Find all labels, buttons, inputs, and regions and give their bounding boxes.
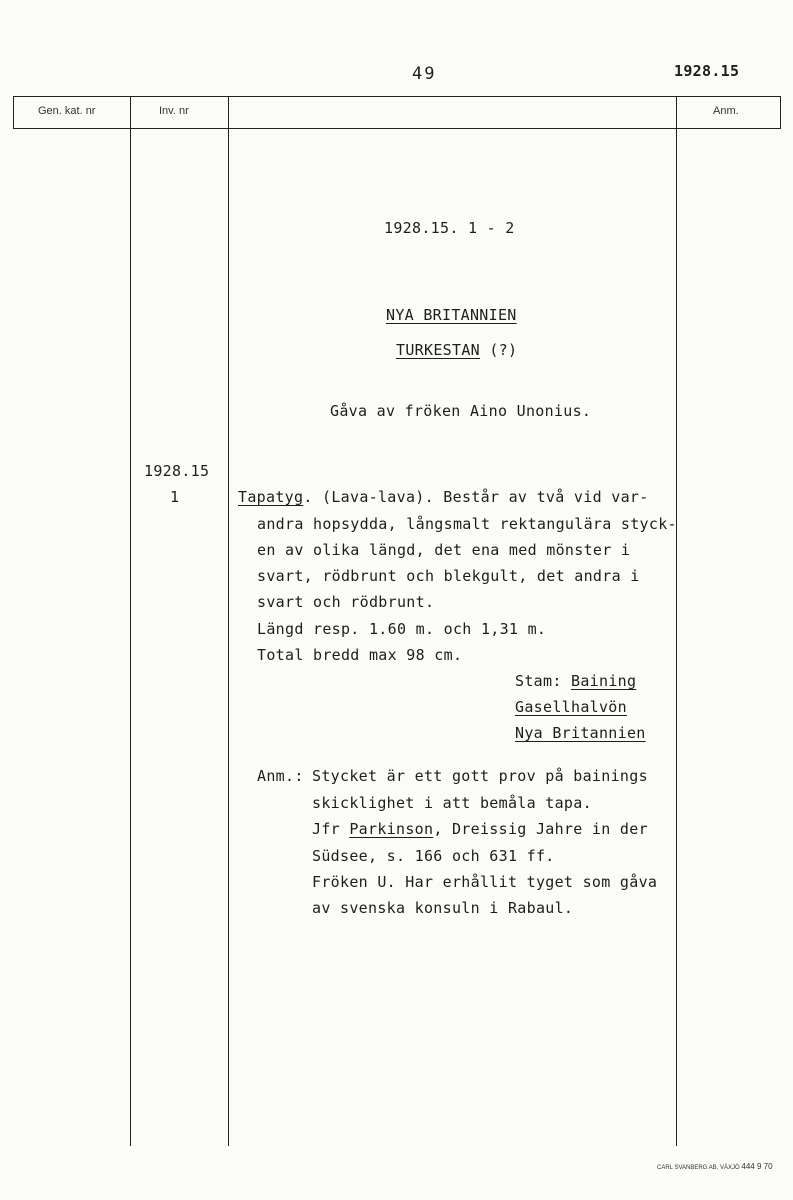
anm-line-1: Stycket är ett gott prov på bainings <box>312 767 648 785</box>
item-title: Tapatyg <box>238 488 304 506</box>
region2-note: (?) <box>489 341 518 359</box>
region-name: NYA BRITANNIEN <box>386 306 517 324</box>
column-header-inv: Inv. nr <box>159 105 189 117</box>
anm-line-3 <box>312 820 648 838</box>
jfr-author: Parkinson <box>349 820 434 838</box>
inv-number: 1928.15 <box>144 462 210 480</box>
description-line-1-rest: . (Lava-lava). Består av två vid var- <box>303 488 649 506</box>
anm-line-2: skicklighet i att bemåla tapa. <box>312 794 592 812</box>
stam-value: Baining <box>571 672 637 690</box>
column-divider-1 <box>130 96 131 1146</box>
region2-name: TURKESTAN <box>396 341 480 359</box>
stam-line <box>515 672 636 690</box>
stam-label: Stam: <box>515 672 562 690</box>
description-line-3: en av olika längd, det ena med mönster i <box>257 541 631 559</box>
width-line: Total bredd max 98 cm. <box>257 646 463 664</box>
region-heading-2 <box>396 341 517 359</box>
left-border <box>13 96 14 128</box>
anm-line-6: av svenska konsuln i Rabaul. <box>312 899 574 917</box>
column-divider-3 <box>676 96 677 1146</box>
accession-id-header: 1928.15 <box>674 62 740 80</box>
description-line-5: svart och rödbrunt. <box>257 593 435 611</box>
gift-line: Gåva av fröken Aino Unonius. <box>330 402 592 420</box>
anm-label: Anm.: <box>257 767 304 785</box>
jfr-rest: , Dreissig Jahre in der <box>433 820 648 838</box>
right-border <box>780 96 781 128</box>
place-line-2 <box>515 724 646 742</box>
anm-line-5: Fröken U. Har erhållit tyget som gåva <box>312 873 658 891</box>
place-1: Gasellhalvön <box>515 698 627 716</box>
column-header-gen-kat: Gen. kat. nr <box>38 105 96 117</box>
place-2: Nya Britannien <box>515 724 646 742</box>
place-line-1 <box>515 698 627 716</box>
length-line: Längd resp. 1.60 m. och 1,31 m. <box>257 620 547 638</box>
record-range: 1928.15. 1 - 2 <box>384 219 515 237</box>
region-heading <box>386 306 517 324</box>
description-line-2: andra hopsydda, långsmalt rektangulära styck- <box>257 515 677 533</box>
printer-imprint <box>657 1162 773 1171</box>
anm-line-4: Südsee, s. 166 och 631 ff. <box>312 847 555 865</box>
description-line-4: svart, rödbrunt och blekgult, det andra i <box>257 567 640 585</box>
printer-name: CARL SVANBERG AB, VÄXJÖ <box>657 1165 740 1171</box>
header-top-rule <box>13 96 781 97</box>
page-number: 49 <box>412 64 437 84</box>
column-header-anm: Anm. <box>713 105 739 117</box>
description-line-1 <box>238 488 649 506</box>
header-bottom-rule <box>13 128 781 129</box>
item-number: 1 <box>170 488 180 506</box>
form-code: 444 9 70 <box>741 1162 773 1171</box>
jfr-prefix: Jfr <box>312 820 350 838</box>
column-divider-2 <box>228 96 229 1146</box>
